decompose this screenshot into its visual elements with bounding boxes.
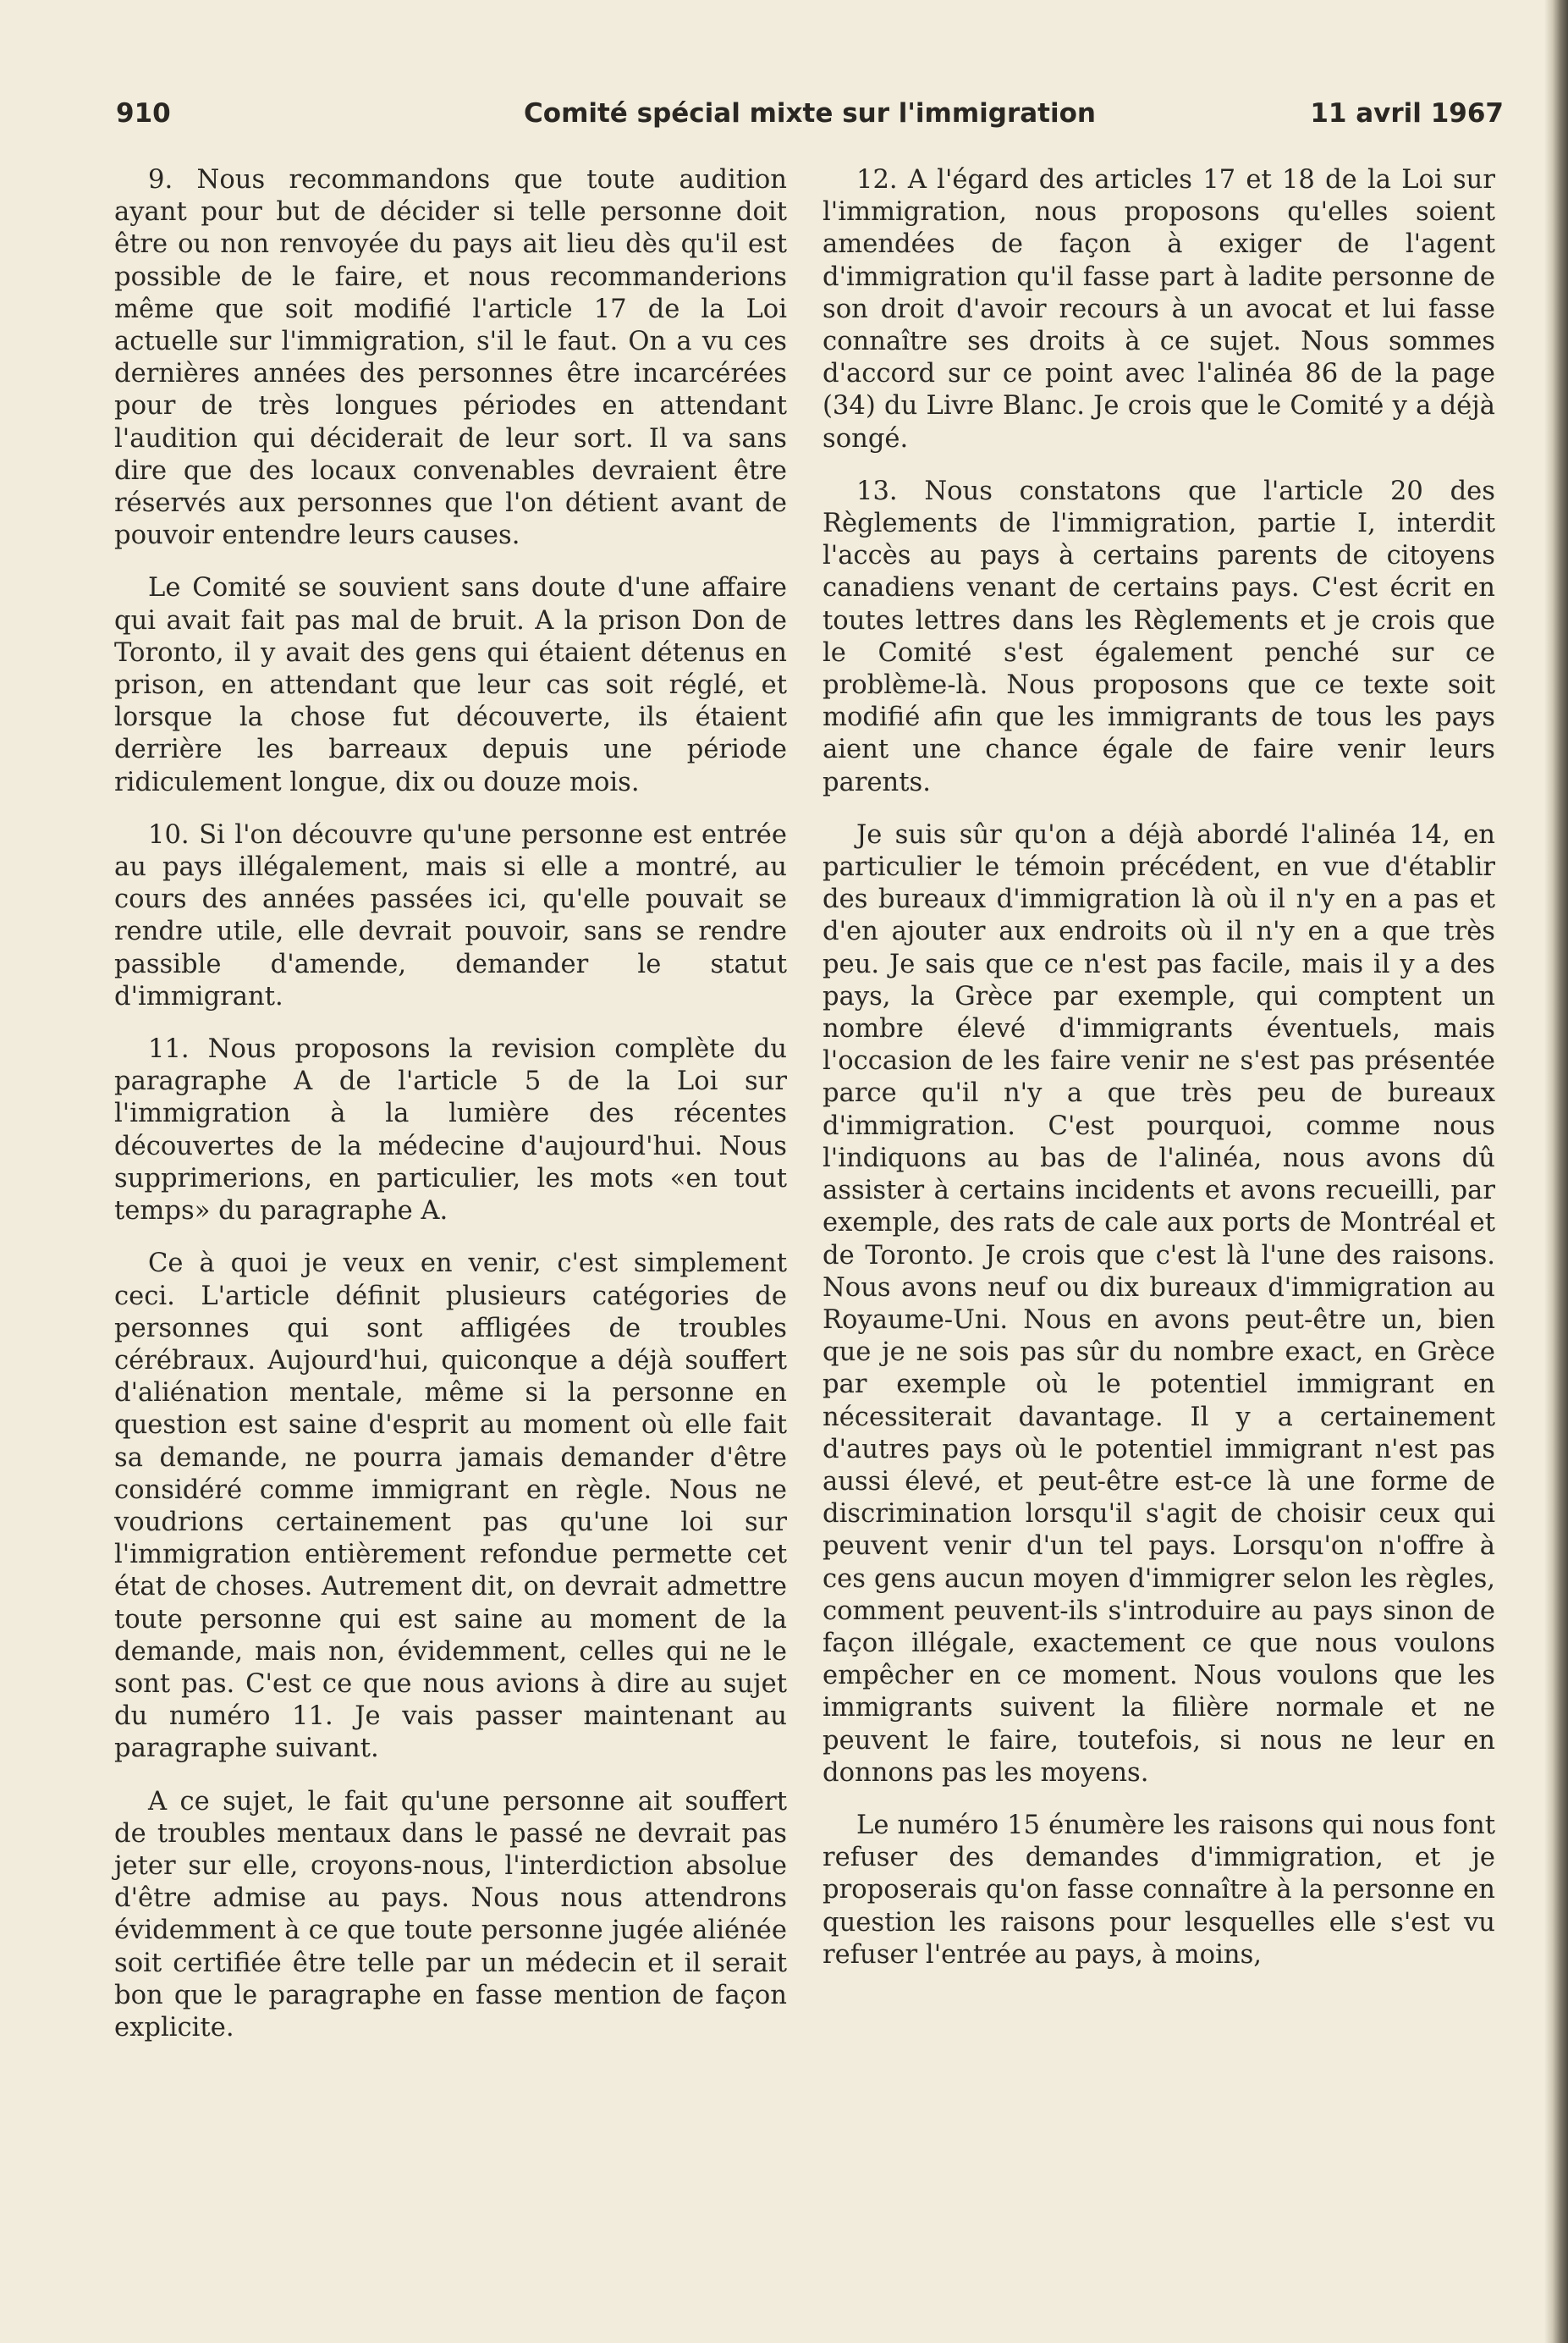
paragraph: A ce sujet, le fait qu'une personne ait souffert de troubles mentaux dans le passé ne devrait pas jeter sur elle, croyons-nous, l'interdiction absolue d'être admise au pays. Nous nous attendrons évidemment à ce que toute personne jugée aliénée soit certifiée être telle par un médecin et il serait bon que le paragraphe en fasse mention de façon explicite. xyxy=(114,1786,787,2043)
paragraph: Ce à quoi je veux en venir, c'est simplement ceci. L'article définit plusieurs catégories de personnes qui sont affligées de troubles cérébraux. Aujourd'hui, quiconque a déjà souffert d'aliénation mentale, même si la personne en question est saine d'esprit au moment où elle fait sa demande, ne pourra jamais demander d'être considéré comme immigrant en règle. Nous ne voudrions certainement pas qu'une loi sur l'immigration entièrement refondue permette cet état de choses. Autrement dit, on devrait admettre toute personne qui est saine au moment de la demande, mais non, évidemment, celles qui ne le sont pas. C'est ce que nous avions à dire au sujet du numéro 11. Je vais passer maintenant au paragraphe suivant. xyxy=(114,1249,787,1764)
page-edge-shadow xyxy=(1544,0,1568,2343)
running-title: Comité spécial mixte sur l'immigration xyxy=(524,98,1096,129)
running-header xyxy=(116,98,1504,135)
paragraph: Je suis sûr qu'on a déjà abordé l'alinéa 14, en particulier le témoin précédent, en vue d'établir des bureaux d'immigration là où il n'y en a pas et d'en ajouter aux endroits où il n'y en a que très peu. Je sais que ce n'est pas facile, mais il y a des pays, la Grèce par exemple, qui comptent un nombre élevé d'immigrants éventuels, mais l'occasion de les faire venir ne s'est pas présentée parce qu'il n'y a que très peu de bureaux d'immigration. C'est pourquoi, comme nous l'indiquons au bas de l'alinéa, nous avons dû assister à certains incidents et avons recueilli, par exemple, des rats de cale aux ports de Montréal et de Toronto. Je crois que c'est là l'une des raisons. Nous avons neuf ou dix bureaux d'immigration au Royaume-Uni. Nous en avons peut-être un, bien que je ne sois pas sûr du nombre exact, en Grèce par exemple où le potentiel immigrant en nécessiterait davantage. Il y a certainement d'autres pays où le potentiel immigrant n'est pas aussi élevé, et peut-être est-ce là une forme de discrimination lorsqu'il s'agit de choisir ceux qui peuvent venir d'un tel pays. Lorsqu'on n'offre à ces gens aucun moyen d'immigrer selon les règles, comment peuvent-ils s'introduire au pays sinon de façon illégale, exactement ce que nous voulons empêcher en ce moment. Nous voulons que les immigrants suivent la filière normale et ne peuvent le faire, toutefois, si nous ne leur en donnons pas les moyens. xyxy=(823,819,1495,1788)
paragraph: 12. A l'égard des articles 17 et 18 de la Loi sur l'immigration, nous proposons qu'elles soient amendées de façon à exiger de l'agent d'immigration qu'il fasse part à ladite personne de son droit d'avoir recours à un avocat et lui fasse connaître ses droits à ce sujet. Nous sommes d'accord sur ce point avec l'alinéa 86 de la page (34) du Livre Blanc. Je crois que le Comité y a déjà songé. xyxy=(823,165,1495,454)
paragraph: 11. Nous proposons la revision complète du paragraphe A de l'article 5 de la Loi sur l'immigration à la lumière des récentes découvertes de la médecine d'aujourd'hui. Nous supprimerions, en particulier, les mots «en tout temps» du paragraphe A. xyxy=(114,1034,787,1227)
paragraph: 9. Nous recommandons que toute audition ayant pour but de décider si telle personne doit être ou non renvoyée du pays ait lieu dès qu'il est possible de le faire, et nous recommanderions même que soit modifié l'article 17 de la Loi actuelle sur l'immigration, s'il le faut. On a vu ces dernières années des personnes être incarcérées pour de très longues périodes en attendant l'audition qui déciderait de leur sort. Il va sans dire que des locaux convenables devraient être réservés aux personnes que l'on détient avant de pouvoir entendre leurs causes. xyxy=(114,165,787,551)
page-number: 910 xyxy=(116,98,171,129)
left-column xyxy=(114,164,787,2065)
header-date: 11 avril 1967 xyxy=(1310,98,1504,129)
paragraph: Le numéro 15 énumère les raisons qui nous font refuser des demandes d'immigration, et je proposerais qu'on fasse connaître à la personne en question les raisons pour lesquelles elle s'est vu refuser l'entrée au pays, à moins, xyxy=(823,1810,1495,1970)
paragraph: 10. Si l'on découvre qu'une personne est entrée au pays illégalement, mais si elle a montré, au cours des années passées ici, qu'elle pouvait se rendre utile, elle devrait pouvoir, sans se rendre passible d'amende, demander le statut d'immigrant. xyxy=(114,819,787,1012)
paragraph: 13. Nous constatons que l'article 20 des Règlements de l'immigration, partie I, interdit l'accès au pays à certains parents de citoyens canadiens venant de certains pays. C'est écrit en toutes lettres dans les Règlements et je crois que le Comité s'est également penché sur ce problème-là. Nous proposons que ce texte soit modifié afin que les immigrants de tous les pays aient une chance égale de faire venir leurs parents. xyxy=(823,476,1495,797)
right-column xyxy=(823,164,1495,1992)
paragraph: Le Comité se souvient sans doute d'une affaire qui avait fait pas mal de bruit. A la prison Don de Toronto, il y avait des gens qui étaient détenus en prison, en attendant que leur cas soit réglé, et lorsque la chose fut découverte, ils étaient derrière les barreaux depuis une période ridiculement longue, dix ou douze mois. xyxy=(114,573,787,797)
